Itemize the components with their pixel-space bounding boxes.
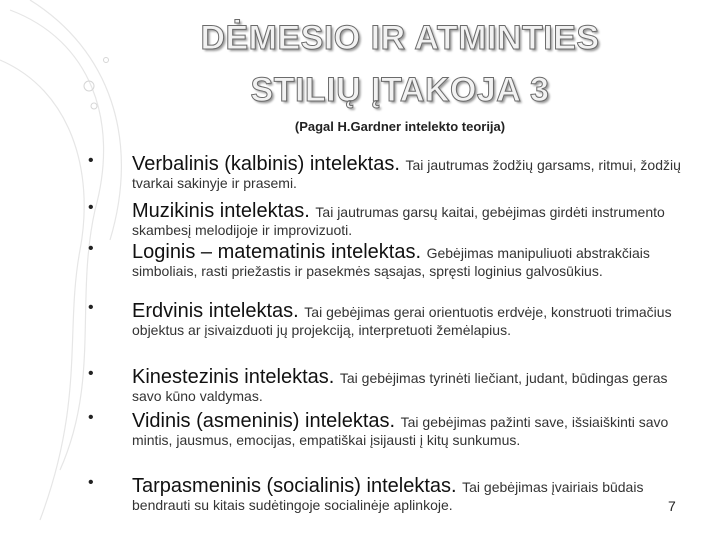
item-heading: Verbalinis (kalbinis) intelektas.	[132, 153, 406, 175]
item-description: Tai gebėjimas tyrinėti liečiant, judant, būdingas geras savo kūno valdymas.	[132, 370, 668, 404]
item-heading: Erdvinis intelektas.	[132, 300, 305, 322]
list-item-text	[132, 365, 700, 404]
item-heading: Loginis – matematinis intelektas.	[132, 241, 427, 263]
item-description: Tai gebėjimas pažinti save, išsiaiškinti savo mintis, jausmus, emocijas, empatiškai įsijausti į kitų sunkumus.	[132, 414, 669, 448]
page-number: 7	[668, 498, 676, 514]
item-description: Tai gebėjimas įvairiais būdais bendrauti su kitais sudėtingoje socialinėje aplinkoje.	[132, 479, 644, 513]
bullet-icon: •	[88, 409, 94, 426]
bullet-icon: •	[88, 474, 94, 491]
bullet-icon: •	[88, 365, 94, 382]
list-item-text	[132, 152, 700, 191]
item-heading: Tarpasmeninis (socialinis) intelektas.	[132, 475, 463, 497]
slide-subtitle: (Pagal H.Gardner intelekto teorija)	[294, 119, 506, 134]
bullet-icon: •	[88, 299, 94, 316]
item-description: Gebėjimas manipuliuoti abstrakčiais simboliais, rasti priežastis ir pasekmės sąsajas, spręsti loginius galvosūkius.	[132, 245, 650, 279]
title-line-2: STILIŲ ĮTAKOJA 3	[250, 71, 550, 109]
bullet-icon: •	[88, 199, 94, 216]
item-heading: Kinestezinis intelektas.	[132, 366, 340, 388]
item-description: Tai jautrumas garsų kaitai, gebėjimas girdėti instrumento skambesį melodijoje ir improvizuoti.	[132, 204, 665, 238]
item-description: Tai gebėjimas gerai orientuotis erdvėje, konstruoti trimačius objektus ar įsivaizduoti jų projekciją, interpretuoti žemėlapius.	[132, 304, 672, 338]
title-line-1: DĖMESIO IR ATMINTIES	[200, 19, 600, 57]
item-heading: Muzikinis intelektas.	[132, 200, 316, 222]
item-heading: Vidinis (asmeninis) intelektas.	[132, 410, 401, 432]
item-description: Tai jautrumas žodžių garsams, ritmui, žodžių tvarkai sakinyje ir prasemi.	[132, 157, 681, 191]
bullet-icon: •	[88, 152, 94, 169]
list-item-text	[132, 474, 662, 513]
list-item-text	[132, 240, 700, 279]
bullet-icon: •	[88, 240, 94, 257]
list-item-text	[132, 409, 700, 448]
list-item-text	[132, 299, 700, 338]
list-item-text	[132, 199, 700, 238]
